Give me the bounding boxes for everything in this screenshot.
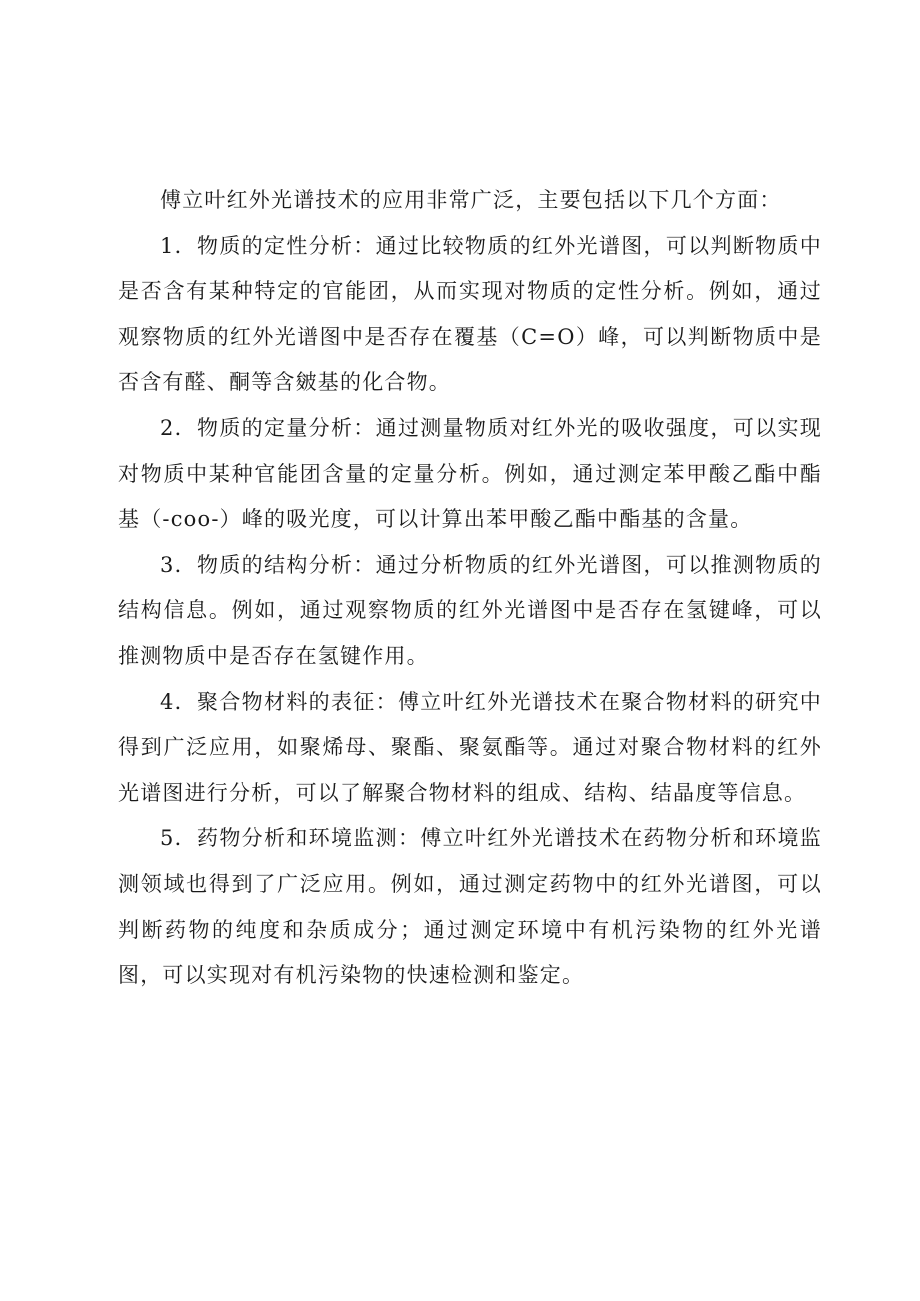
paragraph-drug-environment-monitoring: 5．药物分析和环境监测：傅立叶红外光谱技术在药物分析和环境监测领域也得到了广泛应用。例如，通过测定药物中的红外光谱图，可以判断药物的纯度和杂质成分；通过测定环境中有机污染物的红外光谱图，可以实现对有机污染物的快速检测和鉴定。 [118,826,822,988]
paragraph-qualitative-analysis: 1．物质的定性分析：通过比较物质的红外光谱图，可以判断物质中是否含有某种特定的官能团，从而实现对物质的定性分析。例如，通过观察物质的红外光谱图中是否存在覆基（C=O）峰，可以判断物质中是否含有醛、酮等含皴基的化合物。 [118,233,822,395]
document-body [118,178,822,999]
paragraph-quantitative-analysis: 2．物质的定量分析：通过测量物质对红外光的吸收强度，可以实现对物质中某种官能团含量的定量分析。例如，通过测定苯甲酸乙酯中酯基（-coo-）峰的吸光度，可以计算出苯甲酸乙酯中酯基的含量。 [118,415,822,532]
intro-paragraph: 傅立叶红外光谱技术的应用非常广泛，主要包括以下几个方面： [160,188,782,212]
paragraph-polymer-characterization: 4．聚合物材料的表征：傅立叶红外光谱技术在聚合物材料的研究中得到广泛应用，如聚烯母、聚酯、聚氨酯等。通过对聚合物材料的红外光谱图进行分析，可以了解聚合物材料的组成、结构、结晶度等信息。 [118,689,822,805]
paragraph-structural-analysis: 3．物质的结构分析：通过分析物质的红外光谱图，可以推测物质的结构信息。例如，通过观察物质的红外光谱图中是否存在氢键峰，可以推测物质中是否存在氢键作用。 [118,552,822,668]
